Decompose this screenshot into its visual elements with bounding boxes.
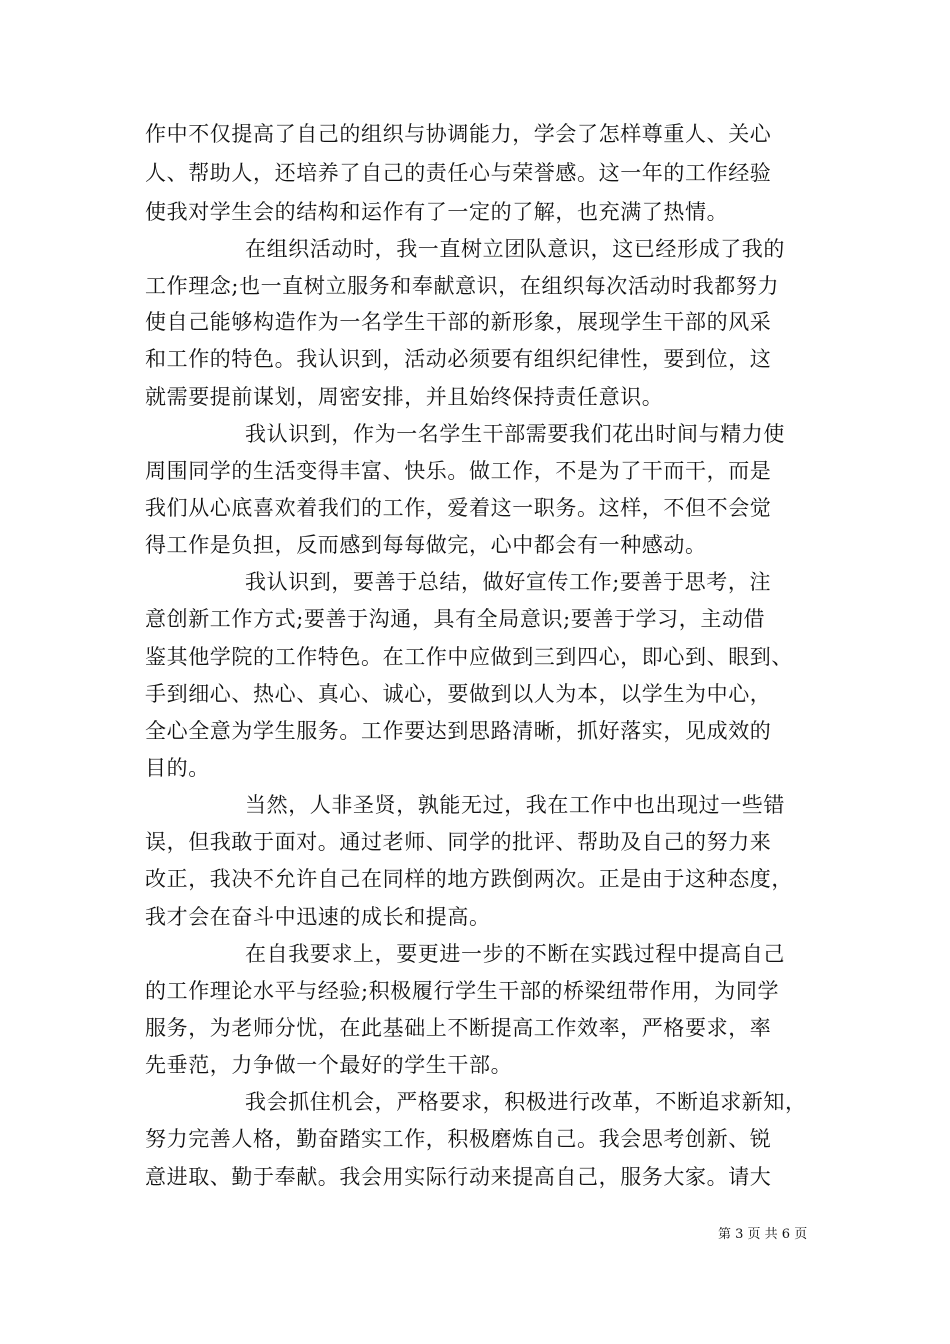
paragraph-first-line: 在自我要求上，要更进一步的不断在实践过程中提高自己 [245,942,785,966]
text-line: 先垂范，力争做一个最好的学生干部。 [145,1053,513,1077]
paragraph-first-line: 我会抓住机会，严格要求，积极进行改革，不断追求新知， [245,1090,807,1114]
text-line: 努力完善人格，勤奋踏实工作，积极磨炼自己。我会思考创新、锐 [145,1127,772,1151]
text-line: 的工作理论水平与经验;积极履行学生干部的桥梁纽带作用，为同学 [145,979,780,1003]
text-line: 服务，为老师分忧，在此基础上不断提高工作效率，严格要求，率 [145,1016,772,1040]
text-line: 目的。 [145,756,210,780]
text-line: 改正，我决不允许自己在同样的地方跌倒两次。正是由于这种态度， [145,867,793,891]
text-line: 得工作是负担，反而感到每每做完，心中都会有一种感动。 [145,533,707,557]
paragraph-first-line: 我认识到，作为一名学生干部需要我们花出时间与精力使 [245,422,785,446]
paragraph-first-line: 当然，人非圣贤，孰能无过，我在工作中也出现过一些错 [245,793,785,817]
text-line: 我们从心底喜欢着我们的工作，爱着这一职务。这样，不但不会觉 [145,496,772,520]
text-line: 工作理念;也一直树立服务和奉献意识，在组织每次活动时我都努力 [145,274,780,298]
text-line: 误，但我敢于面对。通过老师、同学的批评、帮助及自己的努力来 [145,830,772,854]
text-line: 使自己能够构造作为一名学生干部的新形象，展现学生干部的风采 [145,310,772,334]
text-line: 鉴其他学院的工作特色。在工作中应做到三到四心，即心到、眼到、 [145,645,793,669]
text-line: 人、帮助人，还培养了自己的责任心与荣誉感。这一年的工作经验 [145,161,772,185]
paragraph-first-line: 我认识到，要善于总结，做好宣传工作;要善于思考，注 [245,570,772,594]
text-line: 就需要提前谋划，周密安排，并且始终保持责任意识。 [145,385,664,409]
paragraph-first-line: 在组织活动时，我一直树立团队意识，这已经形成了我的 [245,237,785,261]
page-number-footer: 第 3 页 共 6 页 [718,1227,808,1242]
text-line: 意创新工作方式;要善于沟通，具有全局意识;要善于学习，主动借 [145,607,766,631]
text-line: 全心全意为学生服务。工作要达到思路清晰，抓好落实，见成效的 [145,719,772,743]
text-line: 周围同学的生活变得丰富、快乐。做工作，不是为了干而干，而是 [145,459,772,483]
text-line: 作中不仅提高了自己的组织与协调能力，学会了怎样尊重人、关心 [145,122,772,146]
text-line: 和工作的特色。我认识到，活动必须要有组织纪律性，要到位，这 [145,347,772,371]
text-line: 使我对学生会的结构和运作有了一定的了解，也充满了热情。 [145,200,729,224]
text-line: 我才会在奋斗中迅速的成长和提高。 [145,905,491,929]
text-line: 手到细心、热心、真心、诚心，要做到以人为本，以学生为中心， [145,682,772,706]
text-line: 意进取、勤于奉献。我会用实际行动来提高自己，服务大家。请大 [145,1165,772,1189]
